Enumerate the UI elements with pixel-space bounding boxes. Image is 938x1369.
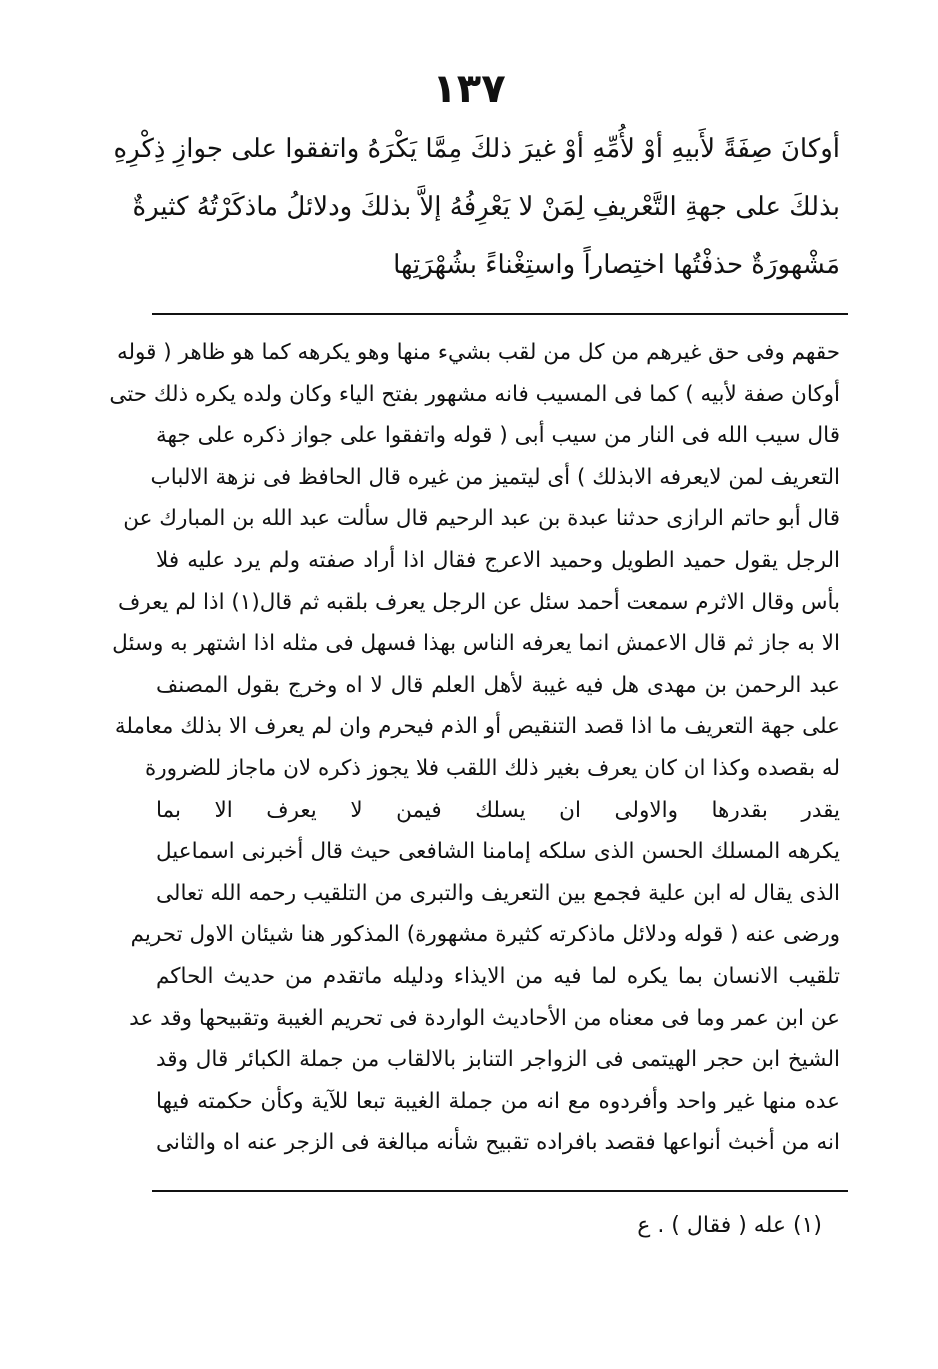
sharh-line: الشيخ ابن حجر الهيتمى فى الزواجر التنابز بالالقاب من جملة الكبائر قال وقد — [156, 1047, 840, 1073]
sharh-line: انه من أخبث أنواعها فقصد بافراده تقبيح شأنه مبالغة فى الزجر عنه اه والثانى — [156, 1130, 840, 1156]
sharh-line: ورضى عنه ( قوله ودلائل ماذكرته كثيرة مشهورة) المذكور هنا شيئان الاول تحريم — [130, 922, 840, 948]
sharh-line: الا به جاز ثم قال الاعمش انما يعرفه الناس بهذا فسهل فى مثله اذا اشتهر به وسئل — [112, 631, 840, 657]
sharh-line: بأس وقال الاثرم سمعت أحمد سئل عن الرجل يعرف بلقبه ثم قال(١) اذا لم يعرف — [117, 589, 840, 615]
separator-line — [152, 313, 848, 315]
sharh-line: الرجل يقول حميد الطويل وحميد الاعرج فقال اذا أراد صفته ولم يرد عليه فلا — [156, 547, 840, 573]
sharh-line: يقدر بقدرها والاولى ان يسلك فيمن لا يعرف الا بما — [156, 797, 840, 823]
footnote-separator — [152, 1190, 848, 1192]
page-number: ١٣٧ — [432, 66, 506, 112]
sharh-line: قال أبو حاتم الرازى حدثنا عبدة بن عبد الرحيم قال سألت عبد الله بن المبارك عن — [123, 506, 840, 532]
sharh-line: له بقصده وكذا ان كان يعرف بغير ذلك اللقب فلا يجوز ذكره لان ماجاز للضرورة — [144, 755, 840, 781]
sharh-line: على جهة التعريف ما اذا قصد التنقيص أو الذم فيحرم وان لم يعرف الا بذلك معاملة — [114, 714, 840, 740]
matn-line: مَشْهورَةٌ حذفْتُها اختِصاراً واستِغْناءً بشُهْرَتِها — [393, 250, 840, 280]
matn-line: أوكانَ صِفَةً لأَبيهِ أوْ لأُمِّهِ أوْ غيرَ ذلكَ مِمَّا يَكْرَهُ واتفقوا على جوازِ ذِكْرِهِ — [113, 134, 840, 164]
sharh-line: عبد الرحمن بن مهدى هل فيه غيبة لأهل العلم قال لا اه وخرج بقول المصنف — [156, 672, 840, 698]
sharh-line: تلقيب الانسان بما يكره لما فيه من الايذاء ودليله ماتقدم من حديث الحاكم — [156, 963, 840, 989]
matn-line: بذلكَ على جهةِ التَّعْريفِ لِمَنْ لا يَعْرِفُهُ إلاَّ بذلكَ ودلائلُ ماذكَرْتُهُ كثيرةٌ — [132, 192, 840, 222]
sharh-line: التعريف لمن لايعرفه الابذلك ) أى ليتميز من غيره قال الحافظ فى نزهة الالباب — [150, 464, 840, 490]
sharh-line: عده منها غير واحد وأفردوه مع انه من جملة الغيبة تبعا للآية وكأن حكمته فيها — [156, 1088, 840, 1114]
sharh-line: حقهم وفى حق غيرهم من كل من لقب بشيء منها وهو يكرهه كما هو ظاهر ( قوله — [116, 340, 840, 365]
sharh-line: الذى يقال له ابن علية فجمع بين التعريف والتبرى من التلقيب رحمه الله تعالى — [156, 880, 840, 906]
footnote: (١) عله ( فقال ) . ع — [637, 1213, 822, 1238]
sharh-line: عن ابن عمر وما فى معناه من الأحاديث الواردة فى تحريم الغيبة وتقبيحها وقد عد — [129, 1005, 840, 1031]
matn-block — [113, 120, 840, 294]
sharh-block — [109, 332, 840, 1164]
sharh-line: قال سيب الله فى النار من سيب أبى ( قوله واتفقوا على جواز ذكره على جهة — [156, 423, 840, 449]
sharh-line: يكرهه المسلك الحسن الذى سلكه إمامنا الشافعى حيث قال أخبرنى اسماعيل — [156, 839, 840, 865]
sharh-line: أوكان صفة لأبيه ) كما فى المسيب فانه مشهور بفتح الياء وكان ولده يكره ذلك حتى — [109, 381, 840, 407]
